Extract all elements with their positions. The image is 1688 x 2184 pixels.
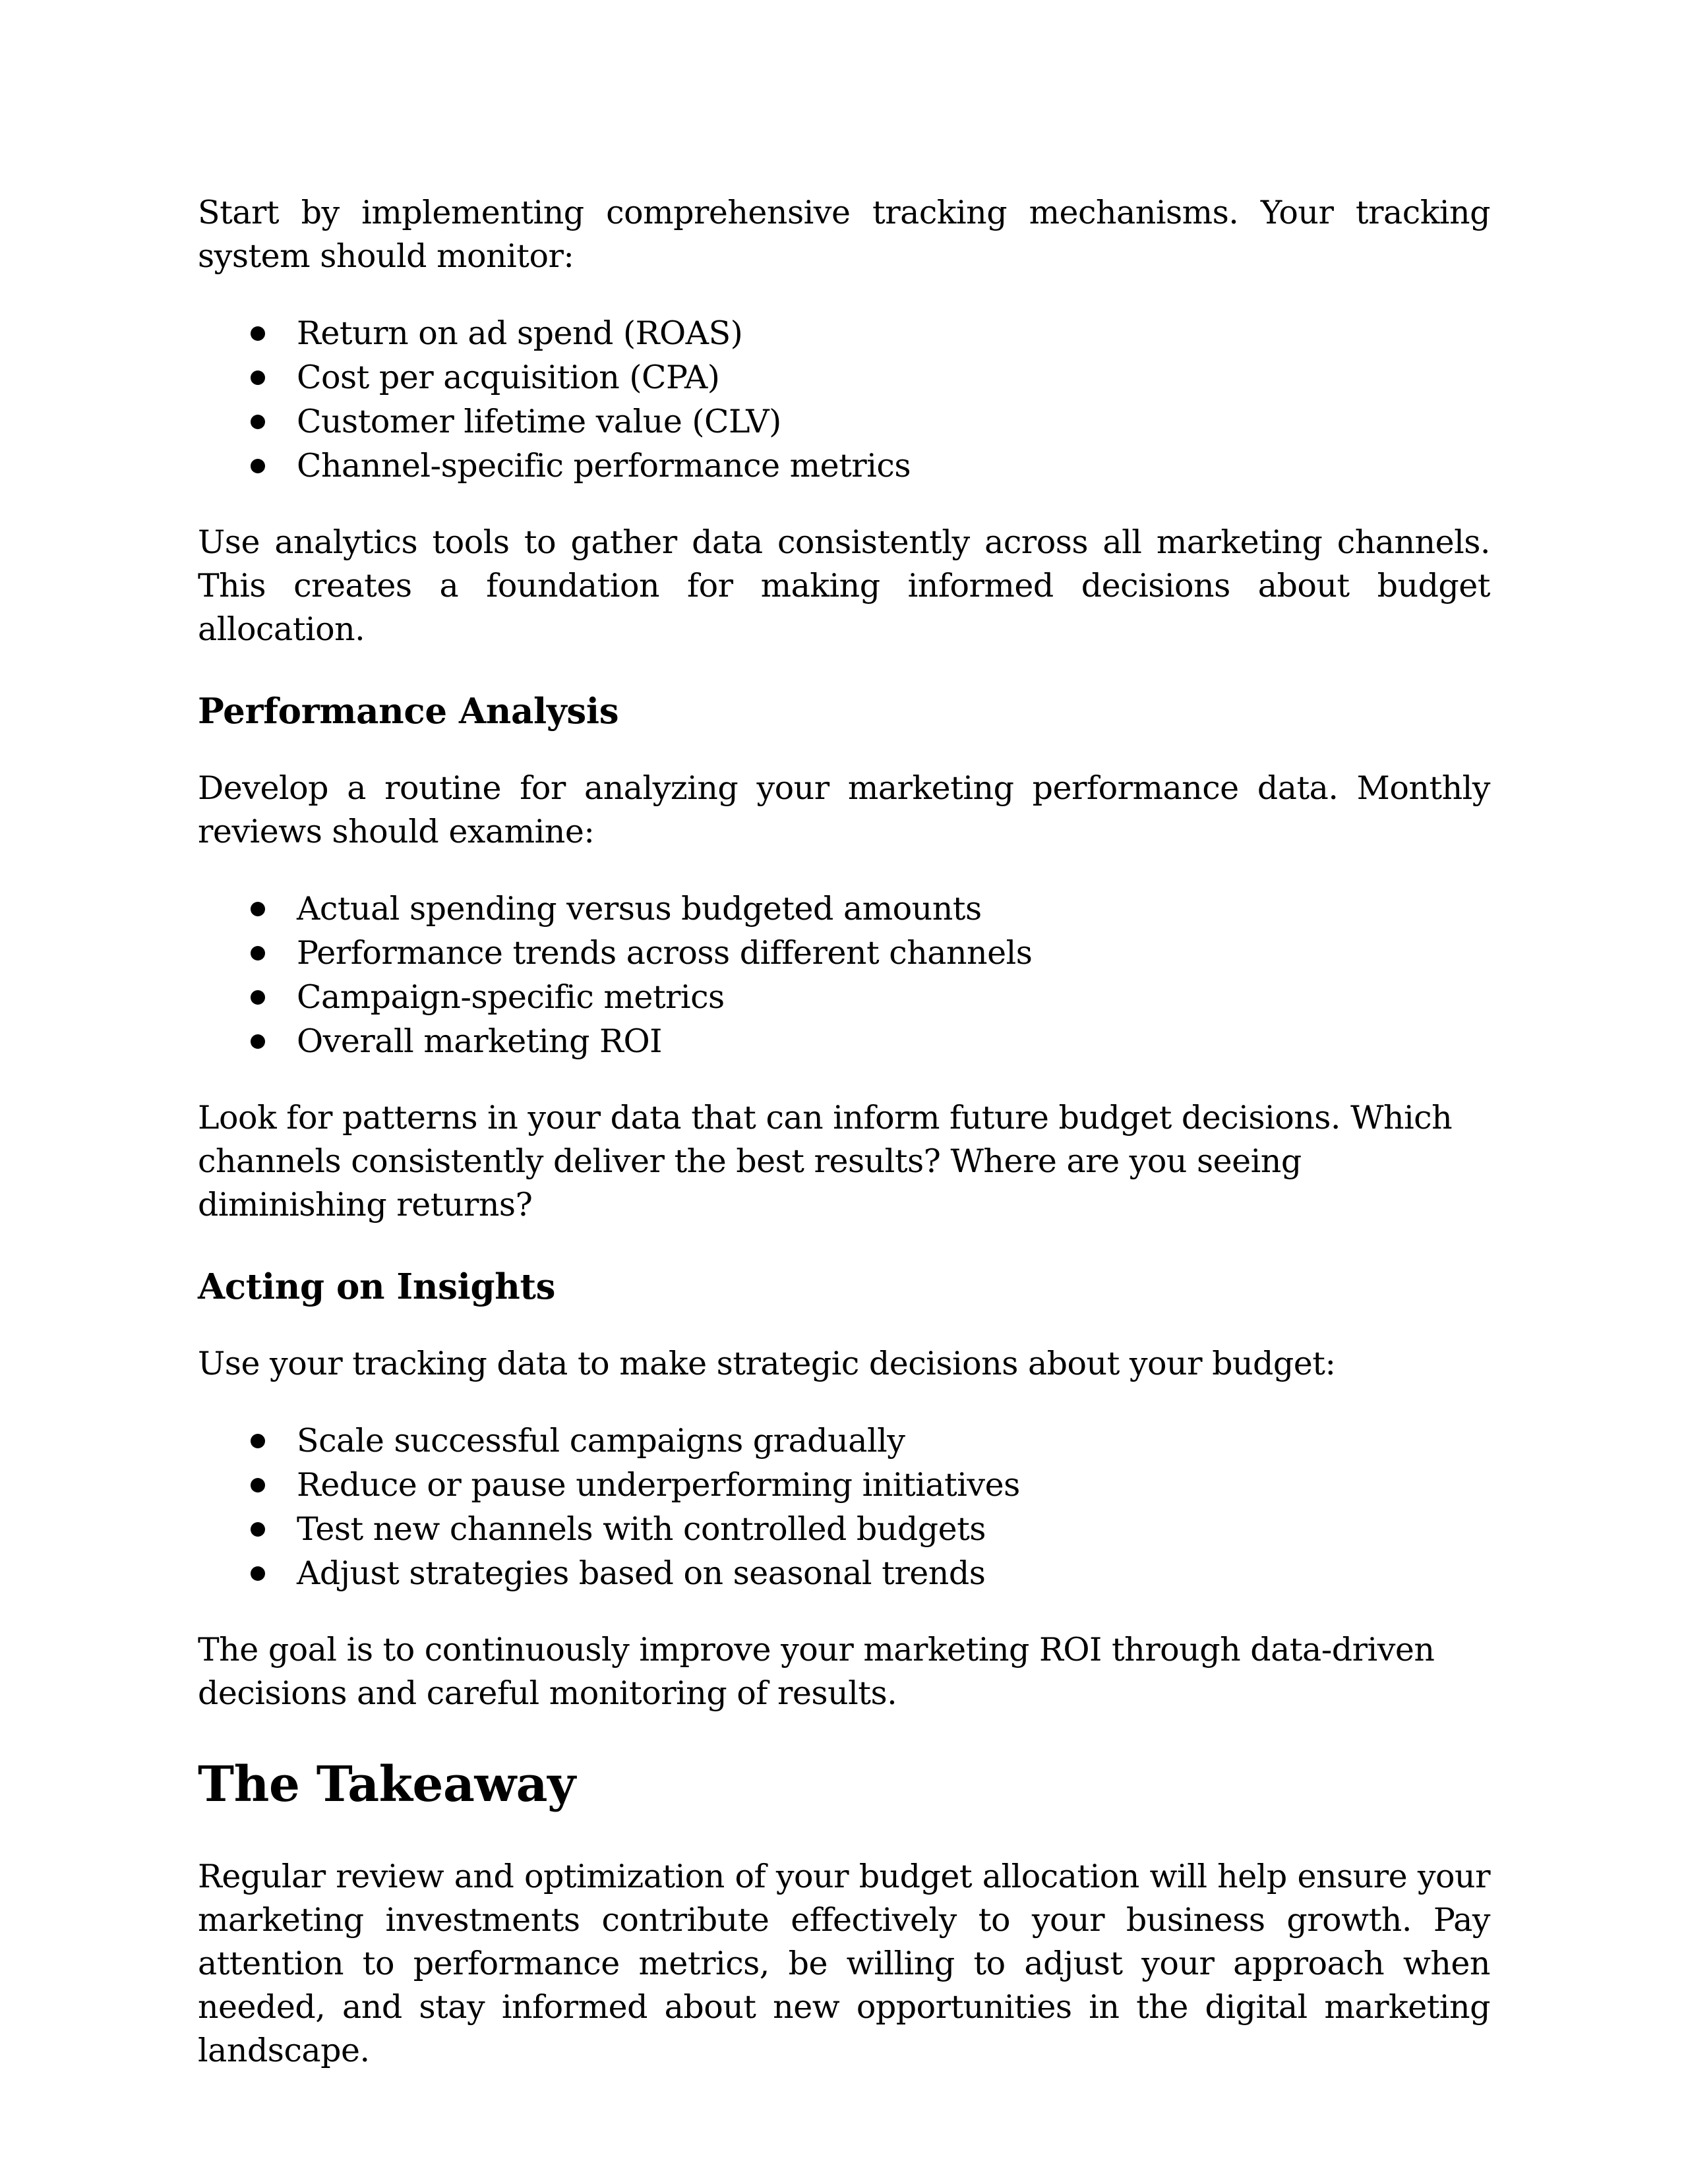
- bullet-icon: [251, 326, 265, 341]
- bullet-icon: [251, 990, 265, 1005]
- list-item: [198, 887, 1490, 931]
- insights-paragraph: Use your tracking data to make strategic decisions about your budget:: [198, 1345, 1336, 1382]
- bullet-icon: [251, 1566, 265, 1581]
- list-item-text: Channel-specific performance metrics: [297, 447, 911, 485]
- list-item-text: Scale successful campaigns gradually: [297, 1422, 905, 1460]
- list-item: [198, 1019, 1490, 1063]
- list-item-text: Return on ad spend (ROAS): [297, 314, 743, 352]
- list-item-text: Performance trends across different channels: [297, 934, 1033, 972]
- list-item-text: Adjust strategies based on seasonal trends: [297, 1554, 986, 1592]
- list-item: [198, 1419, 1490, 1463]
- takeaway-paragraph: Regular review and optimization of your budget allocation will help ensure your marketing investments contribute effectively to your business growth. Pay attention to performance metrics, be willing to adjust your approach when needed, and stay informed about new opportunities in the digital marketing landscape.: [198, 1858, 1490, 2069]
- bullet-icon: [251, 1478, 265, 1492]
- bullet-icon: [251, 459, 265, 473]
- bullet-icon: [251, 1434, 265, 1448]
- acting-on-insights-heading: Acting on Insights: [198, 1266, 556, 1307]
- monthly-review-list: [198, 887, 1490, 1063]
- bullet-icon: [251, 946, 265, 960]
- tracking-metrics-list: [198, 311, 1490, 488]
- list-item-text: Reduce or pause underperforming initiatives: [297, 1466, 1020, 1504]
- bullet-icon: [251, 1522, 265, 1537]
- list-item-text: Overall marketing ROI: [297, 1022, 662, 1060]
- list-item-text: Actual spending versus budgeted amounts: [297, 890, 982, 928]
- list-item-text: Cost per acquisition (CPA): [297, 359, 720, 396]
- list-item: [198, 355, 1490, 399]
- list-item: [198, 1551, 1490, 1595]
- list-item: [198, 1463, 1490, 1507]
- list-item-text: Campaign-specific metrics: [297, 978, 725, 1016]
- performance-paragraph: Develop a routine for analyzing your marketing performance data. Monthly reviews should examine:: [198, 769, 1490, 850]
- list-item: [198, 1507, 1490, 1551]
- takeaway-heading: The Takeaway: [198, 1756, 576, 1813]
- list-item: [198, 444, 1490, 488]
- bullet-icon: [251, 902, 265, 916]
- list-item: [198, 975, 1490, 1019]
- list-item: [198, 399, 1490, 444]
- list-item: [198, 311, 1490, 355]
- intro-paragraph: Start by implementing comprehensive tracking mechanisms. Your tracking system should monitor:: [198, 194, 1490, 275]
- performance-analysis-heading: Performance Analysis: [198, 691, 619, 732]
- list-item-text: Test new channels with controlled budgets: [297, 1510, 986, 1548]
- analytics-paragraph: Use analytics tools to gather data consistently across all marketing channels. This creates a foundation for making informed decisions about budget allocation.: [198, 523, 1490, 648]
- goal-paragraph: The goal is to continuously improve your marketing ROI through data-driven decisions and careful monitoring of results.: [198, 1631, 1435, 1712]
- list-item-text: Customer lifetime value (CLV): [297, 403, 781, 440]
- bullet-icon: [251, 415, 265, 429]
- strategic-actions-list: [198, 1419, 1490, 1595]
- bullet-icon: [251, 1034, 265, 1049]
- patterns-paragraph: Look for patterns in your data that can inform future budget decisions. Which channels consistently deliver the best results? Where are you seeing diminishing returns?: [198, 1099, 1453, 1224]
- list-item: [198, 931, 1490, 975]
- bullet-icon: [251, 370, 265, 385]
